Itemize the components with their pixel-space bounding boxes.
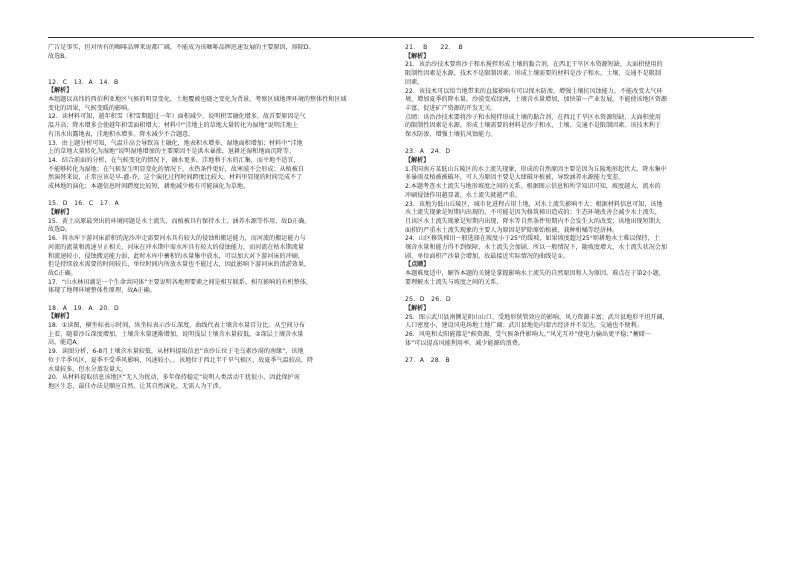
explanation-line: 限制性因素是水源。技术不是限制因素。形成土壤需要的材料是沙子和水，土壤、交通不是限制 [405,70,661,78]
explanation-line: 的限制性因素是水源。形成土壤需要的材料是沙子和水，土壤、交通不是限制因素。该技术利于 [405,122,661,130]
blank-line [48,61,383,70]
explanation-line: 1.我国南方某低山丘陵区的水土流失现象，形成的自然原因主要是因为丘陵地形起伏大、降水集中 [405,165,667,173]
explanation-line: 20．从材料提取信息该地区“无人为扰动，多年保持稳定”说明人类活动干扰很小，因此保护该 [48,374,300,382]
explanation-line: 有汛水出露地表，洼地积水增多，降水减少不合题意。 [48,130,195,138]
explanation-line: 故选B。 [48,52,71,60]
explanation-line: 但是持续放水需要的时间较长，单位时间内所放水量也不能过大，因此影响下游河床的清淤效果， [48,261,311,269]
explanation-line: 体”可以提高风能利用率，减少能源的浪费。 [405,339,524,347]
blank-line [405,348,740,357]
right-column [405,44,740,549]
explanation-line: 高，能造A。 [48,339,83,347]
explanation-line: 且该区水土流失现象是短期内出现，降水等自然条件短期内不会发生大的改变；该地出现短期大 [405,217,661,225]
explanation-line: 然演替来说，正常应该是早-灌-乔，这个演化过程时间跨度比较大，材料里显现的时间完成不了 [48,174,303,182]
explanation-line: 变化的因果，气候变暖的影响。 [48,104,134,112]
section-heading: 【解析】 [405,304,430,312]
blank-line [405,140,740,149]
explanation-line: 15．黄土高原最突出的环境问题是水土流失，而植被具有保持水土、涵养水源等作用，故D正确。 [48,217,311,225]
answer-key-line: 23．A 24．D [405,148,451,156]
explanation-line: 剧，单位面积产沙量会增加，故最接近实际情况的曲线是①。 [405,252,569,260]
explanation-line: 点睛：该治沙技术要将沙子和水搅拌形成土壤的黏合剂，在西北干旱区水资源短缺，大面积使用 [405,113,661,121]
section-heading: 【解析】 [405,52,430,60]
blank-line [48,296,383,305]
explanation-line: 面积的严重水土流失现象的主要人为原因是铲除原始植被，栽种柑橘等经济林。 [405,226,619,234]
answer-key-line: 18．A 19．A 20．D [48,304,119,312]
blank-line [405,288,740,297]
left-column [48,44,383,549]
explanation-line: 14．结合前面的分析，在气候变化的情况下，融水更多，洼地利于水的汇集，而平地不适宜， [48,156,300,164]
explanation-line: 23．该地为低山丘陵区，城市化进程占用土地，对水土流失影响不大；根据材料信息可知，该地 [405,200,663,208]
explanation-line: 22．该技术可以给当地带来的直接影响有可以保水防渗，增强土壤抗风蚀能力。不能改变大气环 [405,87,663,95]
explanation-line: 26．风电和太阳能都是“候资源，受气候条件影响大，”风光互补”使电力输出更平稳；”蓄储一 [405,330,651,338]
explanation-line: 丰富，促进矿产资源的开发无关。 [405,104,497,112]
section-heading: 【解析】 [405,157,430,165]
explanation-line: 境，增加夏季的降水量。沙漠变成绿洲，土壤含水量增加，加快第一产业发展。不能使该地区资源 [405,96,668,104]
explanation-line: 本题难度适中，解答本题的关键是掌握影响水土流失的自然原因和人为原因。难点在于第2小题， [405,270,665,278]
explanation-line: 本组题以高纬的西伯利亚地区气候的明显变化，土地覆被也随之变化为背景，考察区域地理环境的整体性和区域 [48,96,347,103]
section-heading: 【解析】 [48,313,73,321]
explanation-line: 冲刷侵蚀作用越显著，水土流失就越严重。 [405,191,521,199]
answer-key-line: 15．D 16．C 17．A [48,200,120,208]
explanation-line: 上的草地大量转化为湿地”说明湿地增加的主要原因不是洪水暴涨、退耕还湿和地面沉降等。 [48,148,295,156]
header-rule [48,37,754,38]
explanation-line: 21．该治沙技术要将沙子和水搅拌形成土壤的黏合剂，在西北干旱区水资源短缺，大面积使用的 [405,61,663,69]
explanation-line: 河流的流量和流速呈正相关，河床在冲水期中需水库具有较大的侵蚀能力，而河流在枯水期流量 [48,243,304,251]
explanation-line: 13．由上题分析可知，气温升高会导致冻土融化，地表积水增多，湿地面积增加；材料中“洼地 [48,139,303,147]
answer-key-line: 12．C 13．A 14．B [48,78,119,86]
explanation-line: 广告是事实，但对所有的咖啡品牌来说都广阔，不能成为该咖啡品牌迅速发展的主要原因，排除D。 [48,44,315,51]
explanation-line: 上看，随着沙丘深度增加，土壤含水量逐渐增加，说明浅层土壤含水量较低。②深层土壤含水量 [48,330,304,338]
explanation-line: 不能够转化为湿地；在气候发生明显变化的情况下，水热条件更好，故寒漠不会形成；从植被自 [48,165,304,173]
explanation-line: 位于半季风区，夏季不受季风影响，风速较小，。该地位于西北半干旱气候区，故夏季气温较高，降 [48,356,314,364]
explanation-line: 24．山区修筑梯田一般选择在坡度小于25°的缓坡，如果坡度超过25°则耕地水土难以保持，土 [405,235,660,243]
explanation-line: 人口密度小，建设风电场地土地广阔；武川县地处内蒙古经济并不发达，交通也不便利。 [405,322,643,330]
explanation-line: 故选D。 [48,226,71,234]
explanation-line: 17．“山水林田湖是一个生命共同体”主要说明各地理要素之间是相互联系、相互影响的有机整体， [48,278,312,286]
explanation-line: 水量较多，但水分蒸发量大。 [48,365,128,373]
explanation-line: 体现了地理环境整体性原理，故A正确。 [48,287,156,295]
explanation-line: 2.本题考查水土流失与地形坡度之间的关系。根据图示信息和所学知识可知，坡度越大，流水的 [405,183,661,191]
explanation-line: 18．①读图，横坐标表示时间，纵坐标表示沙丘深度，曲线代表土壤含水量百分比。从空间分布 [48,322,305,330]
explanation-line: 多暴雨及植被被破坏，可人为原因主要是大肆破坏植被，导致涵养水源能力变差。 [405,174,625,182]
explanation-line: 因素。 [405,78,424,86]
explanation-line: 水土流失现象是短期内出现的，不可能是因为修筑梯田造成的；生态环境改善会减少水土流失， [405,209,661,217]
explanation-line: 12．读材料可知，越年积雪（积雪期超过一年）面积减少，说明积雪融化增多，故首要原因是气 [48,113,306,121]
explanation-line: 要理解水土流失与坡度之间的关系。 [405,278,503,286]
explanation-line: 壤含水量和能力得不到保障，水土流失会加剧，所以一般情况下，随坡度增大，水土流失状况会加 [405,244,668,252]
explanation-line: 和流速较小，侵蚀搬运能力弱，此时水库中蓄积的水量集中放水，可以加大对下游河床的冲刷， [48,252,304,260]
section-heading: 【点睛】 [405,261,430,269]
blank-line [48,192,383,201]
answer-key-line: 21． B 22． B [405,44,463,51]
explanation-line: 19．读图分析，6-8月土壤含水量较低，从材料提取信息“该沙丘位于毛乌素沙漠的南缘”，该地 [48,348,304,356]
explanation-line: 成林地的演化；本题信息时间跨度比较短，耕地减少极有可能演化为草地。 [48,183,250,191]
explanation-line: 25．图示武川县南侧是阴山山口，受地形狭管效应的影响，风力资源丰富；武川县地形平坦开阔， [405,313,669,321]
answer-key-line: 25．D 26．D [405,296,451,304]
explanation-line: 地区生态，最佳办法是顺应自然，让其自然演化，无需人为干涉。 [48,382,225,390]
explanation-line: 16．将水库下游河床淤积的泥沙冲走需要河水具有较大的侵蚀和搬运能力，而河流的搬运能力与 [48,235,306,243]
explanation-line: 保水防渗，增强土壤抗风蚀能力。 [405,131,497,139]
blank-line [48,70,383,79]
explanation-line: 温升高；降水增多会使越年积雪面积增大；材料中“洼地上的草地大量转化为湿地”说明洼地上 [48,122,299,130]
explanation-line: 故C正确。 [48,269,77,277]
section-heading: 【解析】 [48,209,73,217]
answer-key-line: 27．A 28．B [405,356,450,364]
section-heading: 【解析】 [48,87,73,95]
